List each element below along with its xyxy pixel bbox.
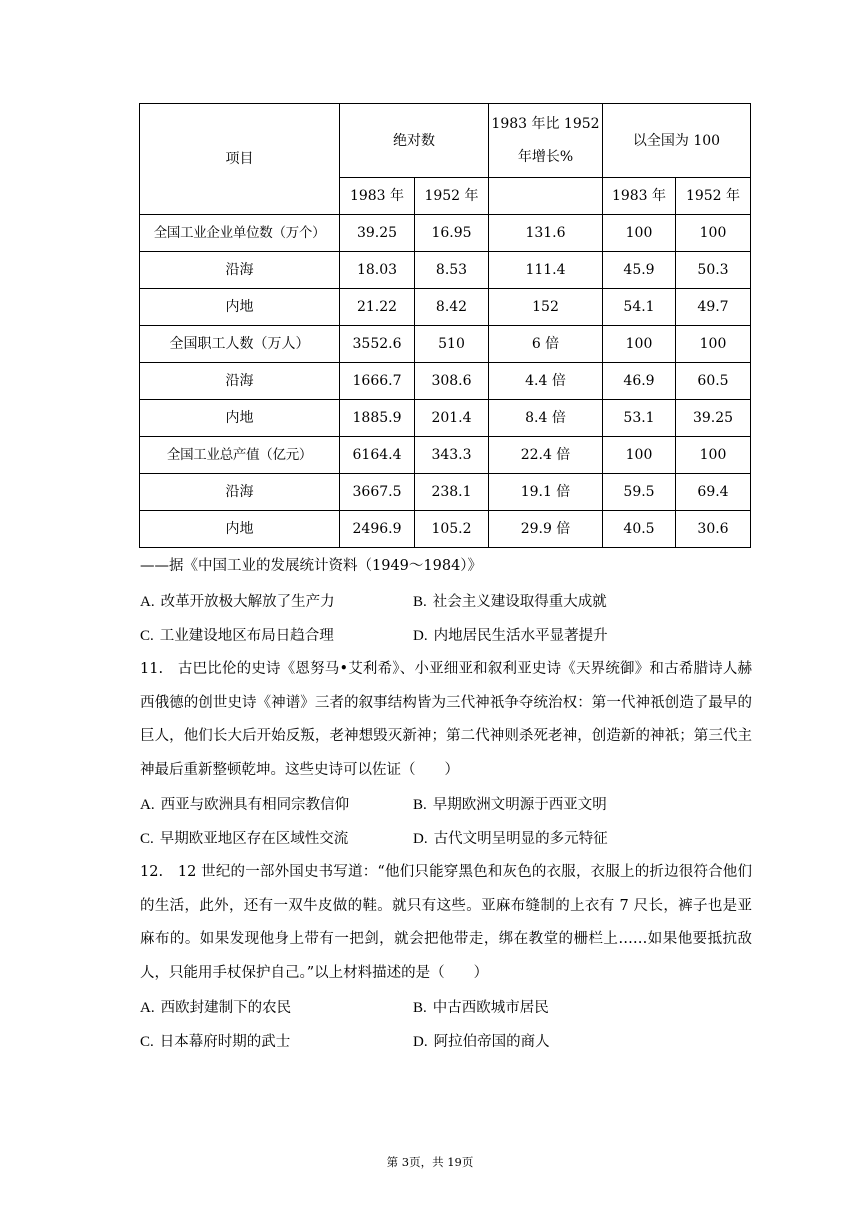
table-row [140, 474, 751, 511]
q11-option-b[interactable] [413, 795, 607, 815]
cell-1983-relative: 53.1 [603, 400, 676, 437]
header-absolute: 绝对数 [340, 104, 489, 178]
option-letter: D. [413, 831, 428, 847]
table-row [140, 252, 751, 289]
cell-1983-relative: 100 [603, 437, 676, 474]
row-label: 全国职工人数（万人） [140, 326, 340, 363]
q10-option-a[interactable] [140, 592, 335, 612]
row-label: 沿海 [140, 252, 340, 289]
cell-1983-absolute: 18.03 [340, 252, 415, 289]
row-label: 内地 [140, 289, 340, 326]
table-row [140, 363, 751, 400]
cell-1983-relative: 54.1 [603, 289, 676, 326]
option-letter: D. [413, 628, 428, 644]
option-text: 西亚与欧洲具有相同宗教信仰 [160, 797, 350, 813]
cell-1952-absolute: 238.1 [415, 474, 489, 511]
page-footer: 第 3页，共 19页 [386, 1155, 474, 1169]
cell-1983-absolute: 1885.9 [340, 400, 415, 437]
header-growth-blank [489, 178, 603, 215]
option-text: 早期欧洲文明源于西亚文明 [432, 797, 607, 813]
q12-option-c[interactable] [140, 1032, 290, 1052]
header-year-1952-absolute: 1952 年 [415, 178, 489, 215]
option-text: 早期欧亚地区存在区域性交流 [159, 831, 349, 847]
table-row [140, 437, 751, 474]
cell-1952-relative: 49.7 [676, 289, 751, 326]
header-year-1952-relative: 1952 年 [676, 178, 751, 215]
header-item: 项目 [140, 104, 340, 215]
cell-1983-relative: 100 [603, 215, 676, 252]
option-letter: A. [140, 594, 155, 610]
cell-1952-absolute: 8.42 [415, 289, 489, 326]
row-label: 内地 [140, 400, 340, 437]
table-row [140, 326, 751, 363]
table-row [140, 400, 751, 437]
header-national-100: 以全国为 100 [603, 104, 751, 178]
row-label: 沿海 [140, 474, 340, 511]
option-letter: B. [413, 594, 427, 610]
option-letter: A. [140, 797, 155, 813]
row-label: 全国工业企业单位数（万个） [140, 215, 340, 252]
cell-1983-absolute: 21.22 [340, 289, 415, 326]
option-letter: B. [413, 797, 427, 813]
cell-1952-relative: 100 [676, 215, 751, 252]
table-row [140, 511, 751, 548]
cell-1983-absolute: 3552.6 [340, 326, 415, 363]
header-year-1983-relative: 1983 年 [603, 178, 676, 215]
cell-growth: 19.1 倍 [489, 474, 603, 511]
cell-growth: 152 [489, 289, 603, 326]
row-label: 内地 [140, 511, 340, 548]
cell-1952-relative: 60.5 [676, 363, 751, 400]
cell-1952-absolute: 308.6 [415, 363, 489, 400]
cell-1983-absolute: 39.25 [340, 215, 415, 252]
cell-1983-absolute: 3667.5 [340, 474, 415, 511]
cell-1952-relative: 100 [676, 437, 751, 474]
cell-1983-relative: 45.9 [603, 252, 676, 289]
cell-1983-relative: 100 [603, 326, 676, 363]
option-letter: C. [140, 1034, 154, 1050]
cell-1952-relative: 39.25 [676, 400, 751, 437]
q10-option-b[interactable] [413, 592, 607, 612]
option-text: 古代文明呈明显的多元特征 [433, 831, 608, 847]
q10-option-d[interactable] [413, 626, 608, 646]
table-row [140, 215, 751, 252]
option-text: 改革开放极大解放了生产力 [160, 594, 335, 610]
cell-growth: 8.4 倍 [489, 400, 603, 437]
option-letter: B. [413, 1000, 427, 1016]
cell-growth: 6 倍 [489, 326, 603, 363]
option-text: 西欧封建制下的农民 [160, 1000, 292, 1016]
row-label: 沿海 [140, 363, 340, 400]
option-letter: D. [413, 1034, 428, 1050]
q12-option-b[interactable] [413, 998, 549, 1018]
q11-option-a[interactable] [140, 795, 349, 815]
industry-statistics-table [139, 103, 751, 548]
q11-option-c[interactable] [140, 829, 348, 849]
header-growth: 1983 年比 1952 年增长% [489, 104, 603, 178]
option-letter: A. [140, 1000, 155, 1016]
cell-1952-absolute: 105.2 [415, 511, 489, 548]
cell-growth: 111.4 [489, 252, 603, 289]
table-source: ——据《中国工业的发展统计资料（1949～1984）》 [140, 558, 483, 574]
cell-1983-absolute: 1666.7 [340, 363, 415, 400]
q12-option-a[interactable] [140, 998, 291, 1018]
q10-option-c[interactable] [140, 626, 334, 646]
option-text: 中古西欧城市居民 [432, 1000, 549, 1016]
q12-stem: 12. 12 世纪的一部外国史书写道：“他们只能穿黑色和灰色的衣服，衣服上的折边很符合他们的生活，此外，还有一双牛皮做的鞋。就只有这些。亚麻布缝制的上衣有 7 尺长，裤子也是亚麻布的。如果发现他身上带有一把剑，就会把他带走，绑在教堂的栅栏上……如果他要抵抗敌人，只能用手杖保护自己。”以上材料描述的是（ ） [140, 864, 752, 981]
cell-1983-absolute: 6164.4 [340, 437, 415, 474]
option-text: 内地居民生活水平显著提升 [433, 628, 608, 644]
cell-1952-relative: 30.6 [676, 511, 751, 548]
option-text: 日本幕府时期的武士 [159, 1034, 291, 1050]
cell-growth: 29.9 倍 [489, 511, 603, 548]
cell-1952-relative: 100 [676, 326, 751, 363]
cell-1983-absolute: 2496.9 [340, 511, 415, 548]
option-text: 阿拉伯帝国的商人 [433, 1034, 550, 1050]
cell-1983-relative: 46.9 [603, 363, 676, 400]
q11-stem: 11. 古巴比伦的史诗《恩努马•艾利希》、小亚细亚和叙利亚史诗《天界统御》和古希腊诗人赫西俄德的创世史诗《神谱》三者的叙事结构皆为三代神祇争夺统治权：第一代神祇创造了最早的巨人，他们长大后开始反叛，老神想毁灭新神；第二代神则杀死老神，创造新的神祇；第三代主神最后重新整顿乾坤。这些史诗可以佐证（ ） [140, 661, 752, 778]
cell-1952-absolute: 8.53 [415, 252, 489, 289]
cell-growth: 4.4 倍 [489, 363, 603, 400]
option-text: 工业建设地区布局日趋合理 [159, 628, 334, 644]
cell-growth: 131.6 [489, 215, 603, 252]
cell-1952-relative: 50.3 [676, 252, 751, 289]
cell-1983-relative: 40.5 [603, 511, 676, 548]
cell-1952-relative: 69.4 [676, 474, 751, 511]
option-letter: C. [140, 831, 154, 847]
cell-1983-relative: 59.5 [603, 474, 676, 511]
cell-1952-absolute: 343.3 [415, 437, 489, 474]
table-header-row [140, 104, 751, 178]
q12-option-d[interactable] [413, 1032, 550, 1052]
cell-1952-absolute: 510 [415, 326, 489, 363]
cell-1952-absolute: 201.4 [415, 400, 489, 437]
header-year-1983-absolute: 1983 年 [340, 178, 415, 215]
cell-growth: 22.4 倍 [489, 437, 603, 474]
q11-option-d[interactable] [413, 829, 608, 849]
table-row [140, 289, 751, 326]
option-text: 社会主义建设取得重大成就 [432, 594, 607, 610]
option-letter: C. [140, 628, 154, 644]
row-label: 全国工业总产值（亿元） [140, 437, 340, 474]
cell-1952-absolute: 16.95 [415, 215, 489, 252]
